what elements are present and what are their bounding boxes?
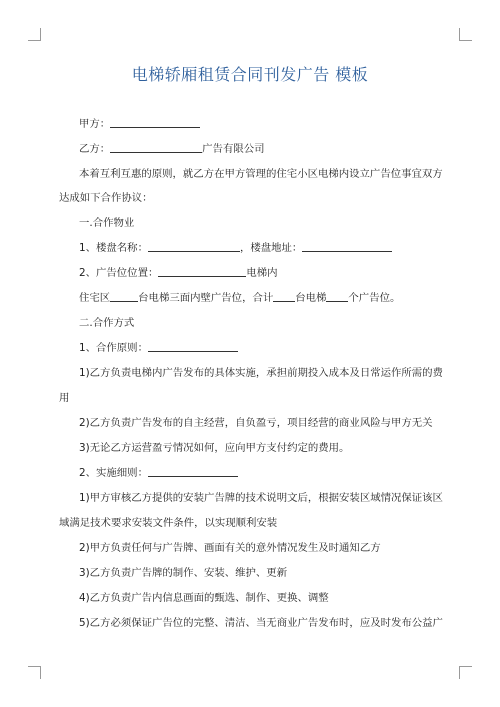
residence-text-a: 住宅区 [79, 292, 111, 304]
detail-2: 2)甲方负责任何与广告牌、画面有关的意外情况发生及时通知乙方 [79, 542, 381, 554]
ad-position-blank [158, 266, 246, 277]
ad-position-suffix: 电梯内 [246, 267, 278, 279]
party-b-line [79, 142, 265, 156]
residence-line [79, 291, 400, 305]
detail-blank [148, 466, 238, 477]
residence-text-c: 台电梯 [295, 292, 327, 304]
residence-text-d: 个广告位。 [348, 292, 401, 304]
detail-label: 2、实施细则： [79, 467, 148, 479]
section-2-heading: 二.合作方式 [79, 317, 135, 329]
party-a-label: 甲方： [79, 118, 111, 130]
property-address-blank [302, 241, 392, 252]
detail-1-line-1: 1)甲方审核乙方提供的安装广告牌的技术说明文后，根据安装区域情况保证该区 [79, 492, 443, 504]
intro-line-1: 本着互利互惠的原则，就乙方在甲方管理的住宅小区电梯内设立广告位事宜双方 [79, 168, 443, 180]
detail-1-line-2: 域满足技术要求安装文件条件，以实现顺利安装 [59, 517, 278, 529]
detail-line [79, 466, 238, 480]
residence-blank-3 [326, 291, 348, 302]
crop-mark-top-left [28, 28, 41, 41]
detail-5: 5)乙方必须保证广告位的完整、清洁、当无商业广告发布时，应及时发布公益广 [79, 617, 443, 629]
detail-3: 3)乙方负责广告牌的制作、安装、维护、更新 [79, 567, 288, 579]
party-a-line [79, 117, 200, 131]
ad-position-line [79, 266, 278, 280]
residence-blank-2 [273, 291, 295, 302]
principle-2: 2)乙方负责广告发布的自主经营，自负盈亏，项目经营的商业风险与甲方无关 [79, 417, 433, 429]
party-b-blank [110, 142, 202, 153]
section-1-heading: 一.合作物业 [79, 217, 135, 229]
principle-line [79, 341, 238, 355]
crop-mark-bottom-left [28, 666, 41, 679]
property-name-line [79, 241, 392, 255]
property-name-label: 1、楼盘名称： [79, 242, 148, 254]
principle-blank [148, 341, 238, 352]
detail-4: 4)乙方负责广告内信息画面的甄选、制作、更换、调整 [79, 592, 329, 604]
crop-mark-bottom-right [459, 666, 472, 679]
residence-text-b: 台电梯三面内壁广告位，合计 [138, 292, 274, 304]
document-title: 电梯轿厢租赁合同刊发广告 模板 [131, 65, 369, 84]
crop-mark-top-right [459, 28, 472, 41]
intro-line-2: 达成如下合作协议： [59, 192, 153, 204]
principle-1-line-2: 用 [59, 392, 70, 404]
party-b-suffix: 广告有限公司 [202, 143, 265, 155]
principle-1-line-1: 1)乙方负责电梯内广告发布的具体实施，承担前期投入成本及日常运作所需的费 [79, 367, 443, 379]
property-name-blank [148, 241, 240, 252]
principle-label: 1、合作原则： [79, 342, 148, 354]
principle-3: 3)无论乙方运营盈亏情况如何，应向甲方支付约定的费用。 [79, 442, 350, 454]
residence-blank-1 [110, 291, 138, 302]
party-b-label: 乙方： [79, 143, 111, 155]
party-a-blank [110, 117, 200, 128]
property-address-label: ，楼盘地址： [239, 242, 303, 254]
ad-position-label: 2、广告位位置： [79, 267, 159, 279]
